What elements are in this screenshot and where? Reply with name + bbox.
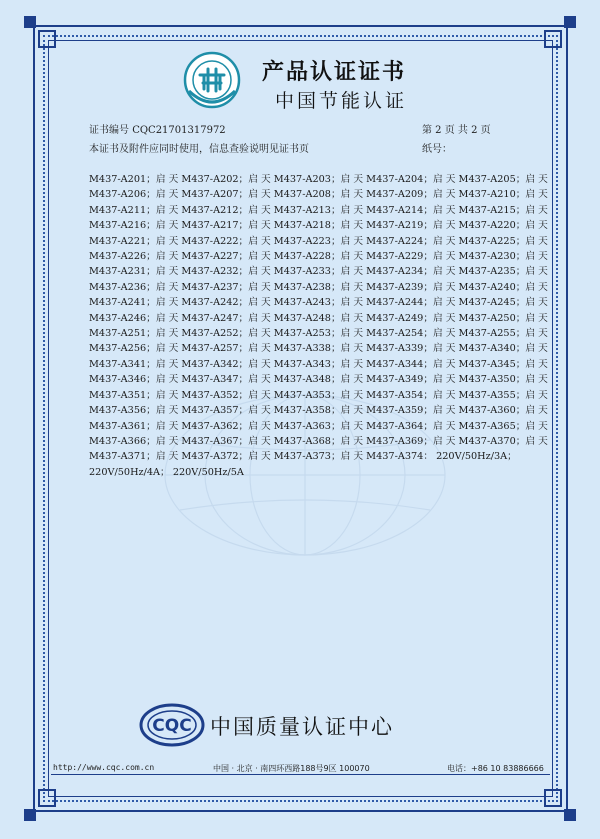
issuer-name: 中国质量认证中心	[210, 715, 394, 739]
corner-ornament-tr	[564, 16, 576, 28]
model-row: M437-A201；启 天 M437-A202；启 天 M437-A203；启 天 M437-A204；启 天 M437-A205；启 天	[89, 174, 548, 185]
corner-ornament-bl-square	[38, 789, 56, 807]
paper-no-label: 纸号：	[422, 144, 452, 155]
model-row: M437-A206；启 天 M437-A207；启 天 M437-A208；启 天 M437-A209；启 天 M437-A210；启 天	[89, 189, 548, 201]
model-row: M437-A361；启 天 M437-A362；启 天 M437-A363；启 天 M437-A364；启 天 M437-A365；启 天	[89, 420, 548, 432]
corner-ornament-tr-square	[544, 30, 562, 48]
corner-ornament-br-square	[544, 789, 562, 807]
model-row: M437-A221；启 天 M437-A222；启 天 M437-A223；启 天 M437-A224；启 天 M437-A225；启 天	[89, 235, 548, 247]
corner-ornament-tl-square	[38, 30, 56, 48]
model-row: M437-A226；启 天 M437-A227；启 天 M437-A228；启 天 M437-A229；启 天 M437-A230；启 天	[89, 251, 548, 263]
cqc-logo	[139, 703, 205, 747]
model-row: M437-A356；启 天 M437-A357；启 天 M437-A358；启 天 M437-A359；启 天 M437-A360；启 天	[89, 405, 548, 417]
notice-row	[89, 140, 509, 155]
footer-url[interactable]: http://www.cqc.com.cn	[53, 763, 155, 772]
model-list	[89, 172, 548, 480]
footer-phone: 电话：+86 10 83886666	[447, 764, 544, 773]
model-row: M437-A346；启 天 M437-A347；启 天 M437-A348；启 天 M437-A349；启 天 M437-A350；启 天	[89, 374, 548, 386]
cqc-logo-text: CQC	[152, 716, 192, 736]
corner-ornament-bl	[24, 809, 36, 821]
model-row: 220V/50Hz/4A； 220V/50Hz/5A	[89, 466, 244, 478]
model-row: M437-A216；启 天 M437-A217；启 天 M437-A218；启 天 M437-A219；启 天 M437-A220；启 天	[89, 220, 548, 232]
model-row: M437-A371；启 天 M437-A372；启 天 M437-A373；启 天 M437-A374： 220V/50Hz/3A；	[89, 451, 517, 463]
model-row: M437-A236；启 天 M437-A237；启 天 M437-A238；启 天 M437-A239；启 天 M437-A240；启 天	[89, 281, 548, 293]
corner-ornament-tl	[24, 16, 36, 28]
model-row: M437-A231；启 天 M437-A232；启 天 M437-A233；启 天 M437-A234；启 天 M437-A235；启 天	[89, 266, 548, 278]
model-row: M437-A256；启 天 M437-A257；启 天 M437-A338；启 天 M437-A339；启 天 M437-A340；启 天	[89, 343, 548, 355]
cert-no-value: CQC21701317972	[132, 125, 226, 136]
page-info: 第 2 页 共 2 页	[422, 125, 491, 136]
model-row: M437-A241；启 天 M437-A242；启 天 M437-A243；启 天 M437-A244；启 天 M437-A245；启 天	[89, 297, 548, 309]
model-row: M437-A351；启 天 M437-A352；启 天 M437-A353；启 天 M437-A354；启 天 M437-A355；启 天	[89, 389, 548, 401]
energy-conservation-logo	[183, 51, 241, 109]
model-row: M437-A251；启 天 M437-A252；启 天 M437-A253；启 天 M437-A254；启 天 M437-A255；启 天	[89, 328, 548, 340]
footer-address: 中国 · 北京 · 南四环西路188号9区 100070	[213, 764, 370, 773]
model-row: M437-A246；启 天 M437-A247；启 天 M437-A248；启 天 M437-A249；启 天 M437-A250；启 天	[89, 312, 548, 324]
model-row: M437-A366；启 天 M437-A367；启 天 M437-A368；启 天 M437-A369；启 天 M437-A370；启 天	[89, 435, 548, 447]
certificate-subtitle: 中国节能认证	[275, 90, 408, 112]
certificate-meta	[89, 121, 509, 136]
corner-ornament-br	[564, 809, 576, 821]
cert-no-label: 证书编号	[89, 125, 129, 136]
footer-divider	[51, 774, 550, 775]
certificate-title: 产品认证证书	[262, 60, 407, 85]
usage-notice: 本证书及附件应同时使用，信息查验说明见证书页	[89, 144, 309, 155]
model-row: M437-A341；启 天 M437-A342；启 天 M437-A343；启 天 M437-A344；启 天 M437-A345；启 天	[89, 358, 548, 370]
model-row: M437-A211；启 天 M437-A212；启 天 M437-A213；启 天 M437-A214；启 天 M437-A215；启 天	[89, 204, 548, 216]
